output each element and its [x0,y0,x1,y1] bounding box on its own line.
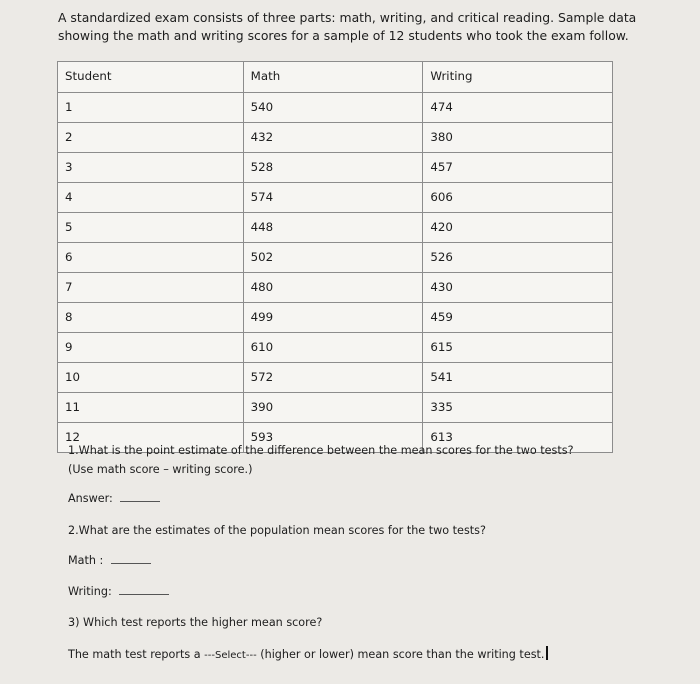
writing-cell: 420 [423,213,613,243]
question-3-text: 3) Which test reports the higher mean score? [68,616,323,629]
scores-table [57,61,613,453]
math-mean-input[interactable] [111,553,151,564]
writing-cell: 430 [423,273,613,303]
answer-label: Answer: [68,492,113,505]
writing-cell: 380 [423,123,613,153]
q3-prefix: The math test reports a [68,648,201,661]
math-cell: 390 [243,393,423,423]
table-row [58,93,613,123]
text-cursor [546,646,548,660]
math-cell: 480 [243,273,423,303]
table-row [58,333,613,363]
writing-cell: 541 [423,363,613,393]
higher-lower-select[interactable]: ---Select--- [204,650,257,661]
student-cell: 6 [58,243,244,273]
header-student: Student [58,62,244,93]
student-cell: 9 [58,333,244,363]
writing-row [68,582,169,601]
writing-mean-input[interactable] [119,584,169,595]
question-1-text: 1.What is the point estimate of the difference between the mean scores for the two tests? [68,444,574,457]
table-row [58,153,613,183]
math-cell: 593 [243,423,423,453]
table-row [58,303,613,333]
student-cell: 11 [58,393,244,423]
table-row [58,183,613,213]
math-label: Math : [68,554,104,567]
math-cell: 432 [243,123,423,153]
student-cell: 1 [58,93,244,123]
table-row [58,363,613,393]
writing-cell: 335 [423,393,613,423]
header-math: Math [243,62,423,93]
math-cell: 540 [243,93,423,123]
student-cell: 10 [58,363,244,393]
math-cell: 572 [243,363,423,393]
header-writing: Writing [423,62,613,93]
q3-suffix: (higher or lower) mean score than the writing test. [260,648,545,661]
question-1 [68,441,574,479]
writing-label: Writing: [68,585,112,598]
problem-intro: A standardized exam consists of three parts: math, writing, and critical reading. Sample data showing the math and writing scores for a sample of 12 students who took the exam follow. [58,10,637,43]
question-1-note: (Use math score – writing score.) [68,463,253,476]
math-cell: 528 [243,153,423,183]
student-cell: 8 [58,303,244,333]
question-3-answer [68,645,548,665]
table-row [58,243,613,273]
math-cell: 499 [243,303,423,333]
student-cell: 7 [58,273,244,303]
student-cell: 4 [58,183,244,213]
answer-input[interactable] [120,491,160,502]
math-cell: 448 [243,213,423,243]
table-row [58,273,613,303]
student-cell: 2 [58,123,244,153]
question-2-text: 2.What are the estimates of the population mean scores for the two tests? [68,524,486,537]
student-cell: 12 [58,423,244,453]
writing-cell: 526 [423,243,613,273]
math-cell: 502 [243,243,423,273]
table-header-row [58,62,613,93]
student-cell: 3 [58,153,244,183]
math-cell: 574 [243,183,423,213]
table-row [58,213,613,243]
writing-cell: 457 [423,153,613,183]
math-row [68,551,151,570]
writing-cell: 613 [423,423,613,453]
table-row [58,123,613,153]
writing-cell: 474 [423,93,613,123]
student-cell: 5 [58,213,244,243]
writing-cell: 606 [423,183,613,213]
math-cell: 610 [243,333,423,363]
writing-cell: 459 [423,303,613,333]
table-row [58,393,613,423]
answer-row [68,489,160,508]
writing-cell: 615 [423,333,613,363]
